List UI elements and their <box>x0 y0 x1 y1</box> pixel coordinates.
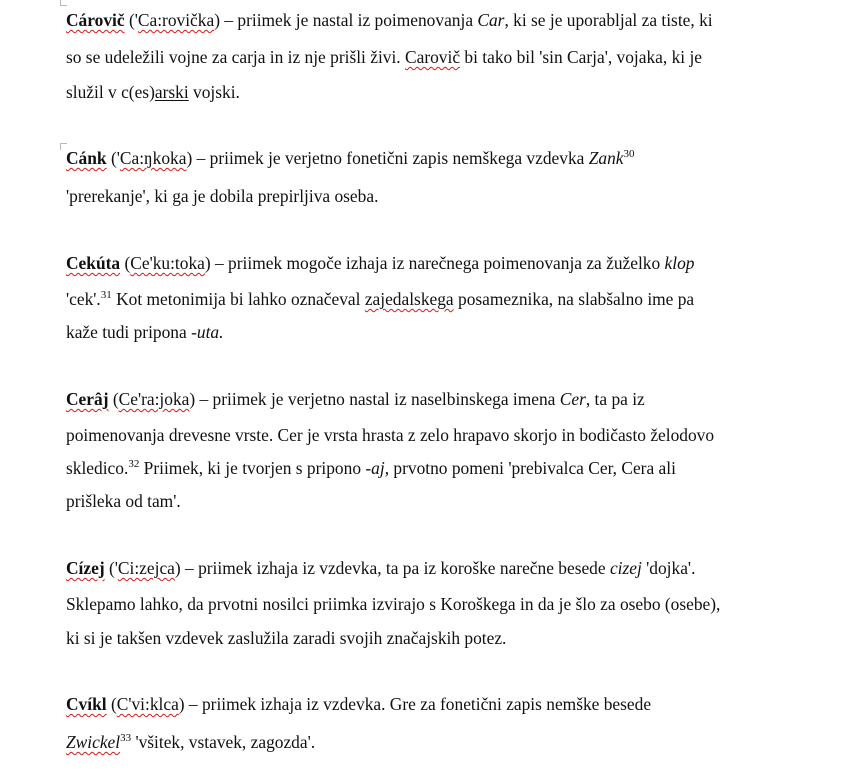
flagged-word: Ca:ŋkoka <box>119 148 187 168</box>
underlined-word: arski <box>154 82 189 102</box>
paragraph-marker <box>60 143 67 150</box>
text-line <box>66 594 720 615</box>
text-run: ( <box>106 694 117 714</box>
footnote-ref: 31 <box>100 289 112 301</box>
text-run: ) – priimek je nastal iz poimenovanja <box>214 10 478 30</box>
italic-term: klop <box>664 253 695 273</box>
text-run: ) – priimek je verjetno nastal iz naselbinskega imena <box>189 389 560 409</box>
text-line <box>66 186 378 207</box>
italic-term: -uta. <box>191 322 224 342</box>
text-line <box>66 694 651 715</box>
text-run: kaže tudi pripona <box>66 322 192 342</box>
surname-headword: Cerâj <box>66 389 109 409</box>
italic-term: Zwickel <box>66 732 121 752</box>
text-run: poimenovanja drevesne vrste. Cer je vrsta hrasta z zelo hrapavo skorjo in bodičasto želodovo <box>66 425 715 445</box>
text-line <box>66 322 223 343</box>
text-line <box>66 491 181 512</box>
flagged-word: Ce'ra:joka <box>118 389 190 409</box>
text-run: so se udeležili vojne za carja in iz nje prišli živi. <box>66 47 405 67</box>
text-run: Sklepamo lahko, da prvotni nosilci priimka izvirajo s Koroškega in da je šlo za osebo (osebe), <box>66 594 721 614</box>
text-run: 'všitek, vstavek, zagozda'. <box>131 732 316 752</box>
italic-term: -aj <box>365 458 385 478</box>
surname-headword: Cvíkl <box>66 694 107 714</box>
flagged-word: C'vi:klca <box>116 694 179 714</box>
text-run: služil v c(es) <box>66 82 155 102</box>
text-run: posameznika, na slabšalno ime pa <box>453 289 695 309</box>
text-line <box>66 458 676 479</box>
text-run: Kot metonimija bi lahko označeval <box>111 289 365 309</box>
text-line <box>66 47 702 68</box>
text-run: ( <box>108 389 119 409</box>
text-run: , ta pa iz <box>585 389 645 409</box>
text-run: (' <box>104 558 118 578</box>
text-line <box>66 389 645 410</box>
italic-term: Cer <box>559 389 586 409</box>
text-line <box>66 253 695 274</box>
flagged-word: Ce'ku:toka <box>130 253 205 273</box>
italic-term: Zank <box>588 148 624 168</box>
text-run: bi tako bil 'sin Carja', vojaka, ki je <box>460 47 703 67</box>
italic-term: cizej <box>609 558 642 578</box>
surname-headword: Cánk <box>66 148 107 168</box>
text-run: , ki se je uporabljal za tiste, ki <box>504 10 713 30</box>
surname-headword: Cárovič <box>66 10 125 30</box>
text-run: ) – priimek mogoče izhaja iz narečnega poimenovanja za žuželko <box>204 253 665 273</box>
text-line <box>66 732 315 753</box>
text-run: ) – priimek izhaja iz vzdevka, ta pa iz koroške narečne besede <box>174 558 610 578</box>
text-line <box>66 10 713 31</box>
text-run: (' <box>106 148 120 168</box>
text-line <box>66 628 506 649</box>
surname-headword: Cízej <box>66 558 105 578</box>
text-line <box>66 289 694 310</box>
footnote-ref: 30 <box>623 148 635 160</box>
italic-term: Car <box>477 10 505 30</box>
flagged-word: Carovič <box>405 47 461 67</box>
text-run: ) – priimek je verjetno fonetični zapis nemškega vzdevka <box>186 148 589 168</box>
text-run: ki si je takšen vzdevek zaslužila zaradi svojih značajskih potez. <box>66 628 507 648</box>
text-run: 'dojka'. <box>641 558 696 578</box>
flagged-word: zajedalskega <box>364 289 454 309</box>
text-run: , prvotno pomeni 'prebivalca Cer, Cera ali <box>384 458 676 478</box>
flagged-word: Ci:zejca <box>117 558 175 578</box>
text-run: 'cek'. <box>66 289 101 309</box>
text-line <box>66 558 695 579</box>
text-run: prišleka od tam'. <box>66 491 181 511</box>
paragraph-marker <box>60 0 67 6</box>
text-line <box>66 82 240 103</box>
text-line <box>66 148 635 169</box>
text-run: ) – priimek izhaja iz vzdevka. Gre za fonetični zapis nemške besede <box>178 694 652 714</box>
flagged-word: Ca:rovička <box>137 10 215 30</box>
text-run: skledico. <box>66 458 129 478</box>
footnote-ref: 33 <box>120 732 132 744</box>
surname-headword: Cekúta <box>66 253 121 273</box>
text-run: ( <box>120 253 131 273</box>
footnote-ref: 32 <box>128 458 140 470</box>
text-run: (' <box>124 10 138 30</box>
text-line <box>66 425 714 446</box>
text-run: Priimek, ki je tvorjen s pripono <box>139 458 366 478</box>
text-run: 'prerekanje', ki ga je dobila prepirljiva oseba. <box>66 186 379 206</box>
text-run: vojski. <box>188 82 240 102</box>
